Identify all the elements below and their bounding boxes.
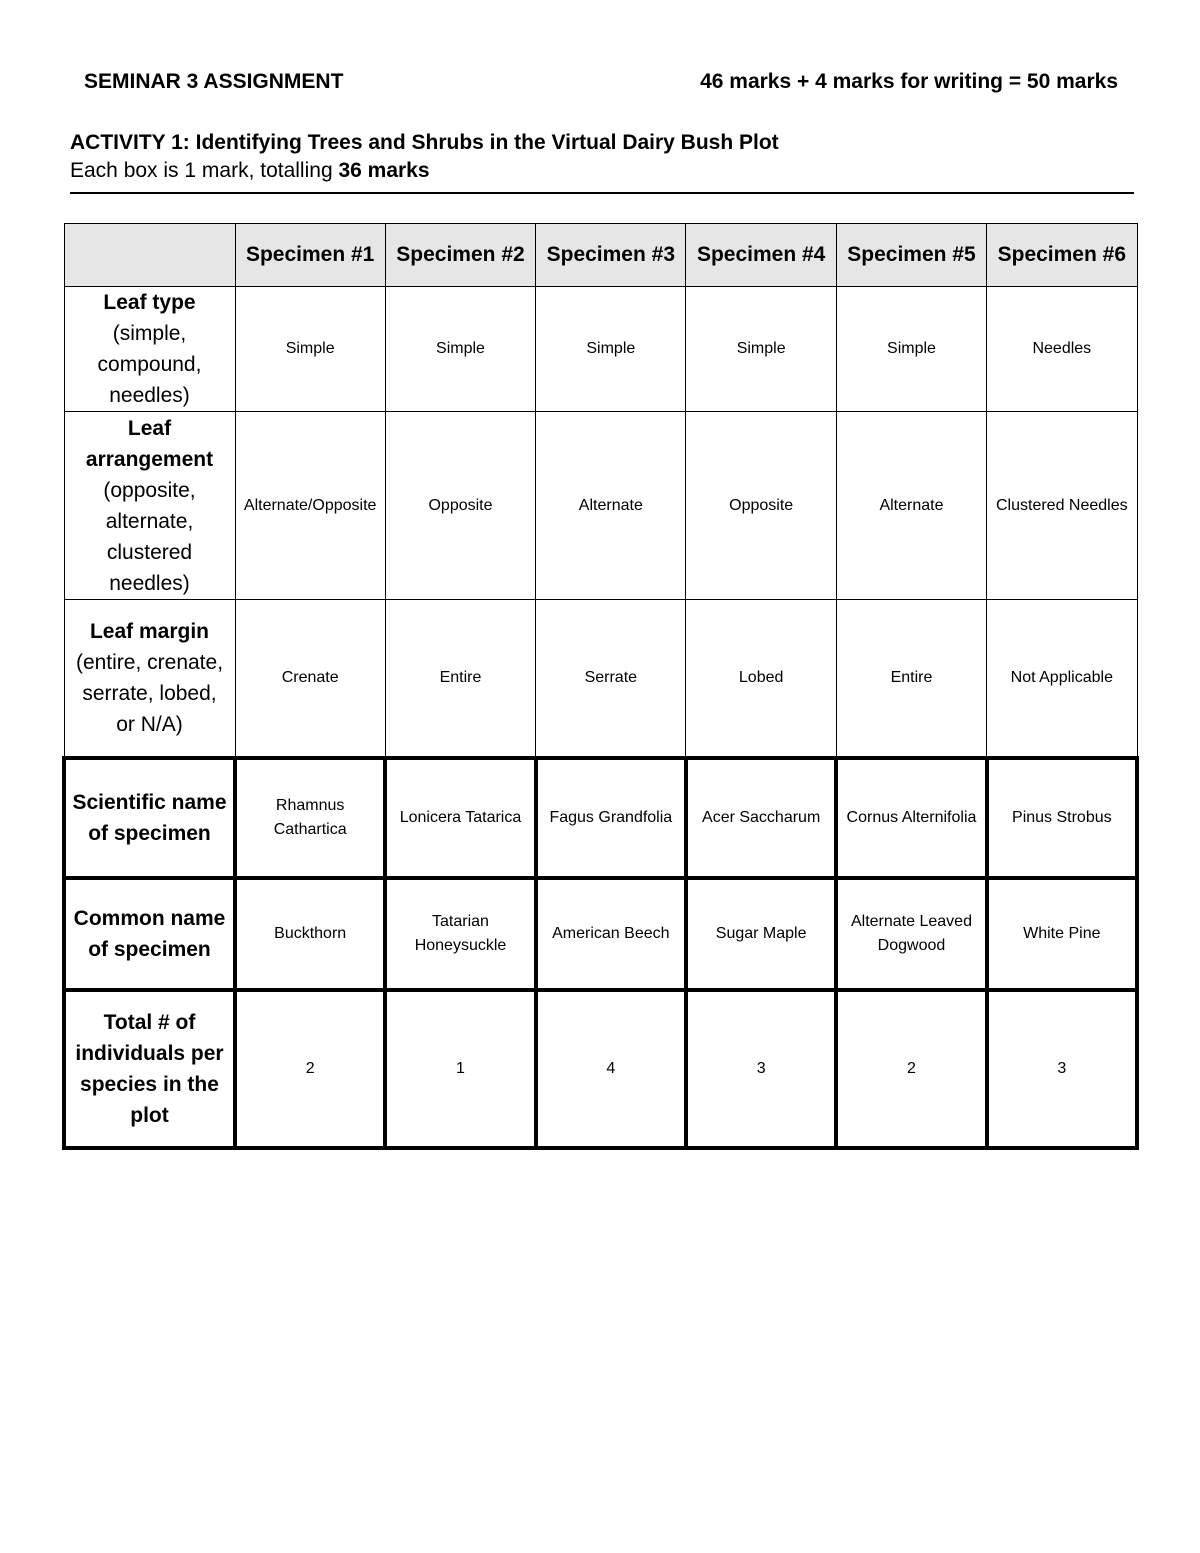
specimen-table: [62, 223, 1139, 1150]
table-row: [64, 758, 1137, 878]
table-cell: Sugar Maple: [686, 878, 836, 990]
table-cell: American Beech: [536, 878, 686, 990]
table-cell: Alternate: [536, 412, 686, 600]
column-header: Specimen #4: [686, 224, 836, 287]
table-cell: 1: [385, 990, 535, 1148]
table-cell: White Pine: [987, 878, 1137, 990]
table-row: [64, 878, 1137, 990]
table-cell: Simple: [836, 287, 986, 412]
table-cell: Not Applicable: [987, 600, 1137, 758]
column-header: Specimen #2: [385, 224, 535, 287]
table-row: [64, 990, 1137, 1148]
row-header: [64, 600, 235, 758]
table-cell: Clustered Needles: [987, 412, 1137, 600]
table-cell: 2: [235, 990, 385, 1148]
table-cell: Entire: [836, 600, 986, 758]
row-header-bold: Scientific name of specimen: [72, 790, 227, 845]
row-header: [64, 758, 235, 878]
table-cell: 2: [836, 990, 986, 1148]
table-cell: Opposite: [385, 412, 535, 600]
activity-total-marks: 36 marks: [338, 159, 430, 182]
row-header-hint: (entire, crenate, serrate, lobed, or N/A): [75, 650, 224, 736]
column-header: Specimen #5: [836, 224, 986, 287]
assignment-header: [84, 70, 1118, 94]
table-cell: Rhamnus Cathartica: [235, 758, 385, 878]
activity-heading: [70, 130, 1134, 194]
table-cell: Opposite: [686, 412, 836, 600]
table-row: [64, 287, 1137, 412]
table-cell: Serrate: [536, 600, 686, 758]
table-cell: Simple: [686, 287, 836, 412]
corner-cell: [64, 224, 235, 287]
assignment-title: SEMINAR 3 ASSIGNMENT: [84, 70, 344, 93]
table-header-row: [64, 224, 1137, 287]
table-cell: Crenate: [235, 600, 385, 758]
table-cell: Lobed: [686, 600, 836, 758]
activity-subtitle-text: Each box is 1 mark, totalling: [70, 159, 339, 182]
column-header: Specimen #6: [987, 224, 1137, 287]
column-header: Specimen #1: [235, 224, 385, 287]
table-cell: Entire: [385, 600, 535, 758]
table-row: [64, 412, 1137, 600]
row-header-bold: Total # of individuals per species in the plot: [75, 1010, 224, 1127]
table-cell: Alternate: [836, 412, 986, 600]
table-cell: Pinus Strobus: [987, 758, 1137, 878]
table-cell: Tatarian Honeysuckle: [385, 878, 535, 990]
table-cell: Alternate/Opposite: [235, 412, 385, 600]
row-header-bold: Leaf margin: [89, 619, 210, 643]
table-row: [64, 600, 1137, 758]
row-header-hint: (simple, compound, needles): [97, 322, 202, 407]
table-cell: Fagus Grandfolia: [536, 758, 686, 878]
table-cell: Lonicera Tatarica: [385, 758, 535, 878]
table-cell: Simple: [235, 287, 385, 412]
table-cell: Cornus Alternifolia: [836, 758, 986, 878]
table-cell: 3: [686, 990, 836, 1148]
row-header: [64, 990, 235, 1148]
table-cell: Alternate Leaved Dogwood: [836, 878, 986, 990]
activity-subtitle: [70, 156, 1134, 186]
row-header: [64, 287, 235, 412]
column-header: Specimen #3: [536, 224, 686, 287]
row-header: [64, 878, 235, 990]
row-header-bold: Leaf type: [103, 291, 196, 314]
row-header: [64, 412, 235, 600]
table-cell: 3: [987, 990, 1137, 1148]
row-header-bold: Common name of specimen: [73, 906, 226, 961]
row-header-hint: (opposite, alternate, clustered needles): [103, 478, 196, 595]
row-header-bold: Leaf arrangement: [85, 416, 214, 471]
table-cell: Acer Saccharum: [686, 758, 836, 878]
table-cell: Buckthorn: [235, 878, 385, 990]
activity-title: ACTIVITY 1: Identifying Trees and Shrubs in the Virtual Dairy Bush Plot: [70, 131, 779, 154]
table-cell: 4: [536, 990, 686, 1148]
marks-summary: 46 marks + 4 marks for writing = 50 marks: [700, 70, 1118, 93]
table-cell: Needles: [987, 287, 1137, 412]
table-cell: Simple: [536, 287, 686, 412]
table-cell: Simple: [385, 287, 535, 412]
